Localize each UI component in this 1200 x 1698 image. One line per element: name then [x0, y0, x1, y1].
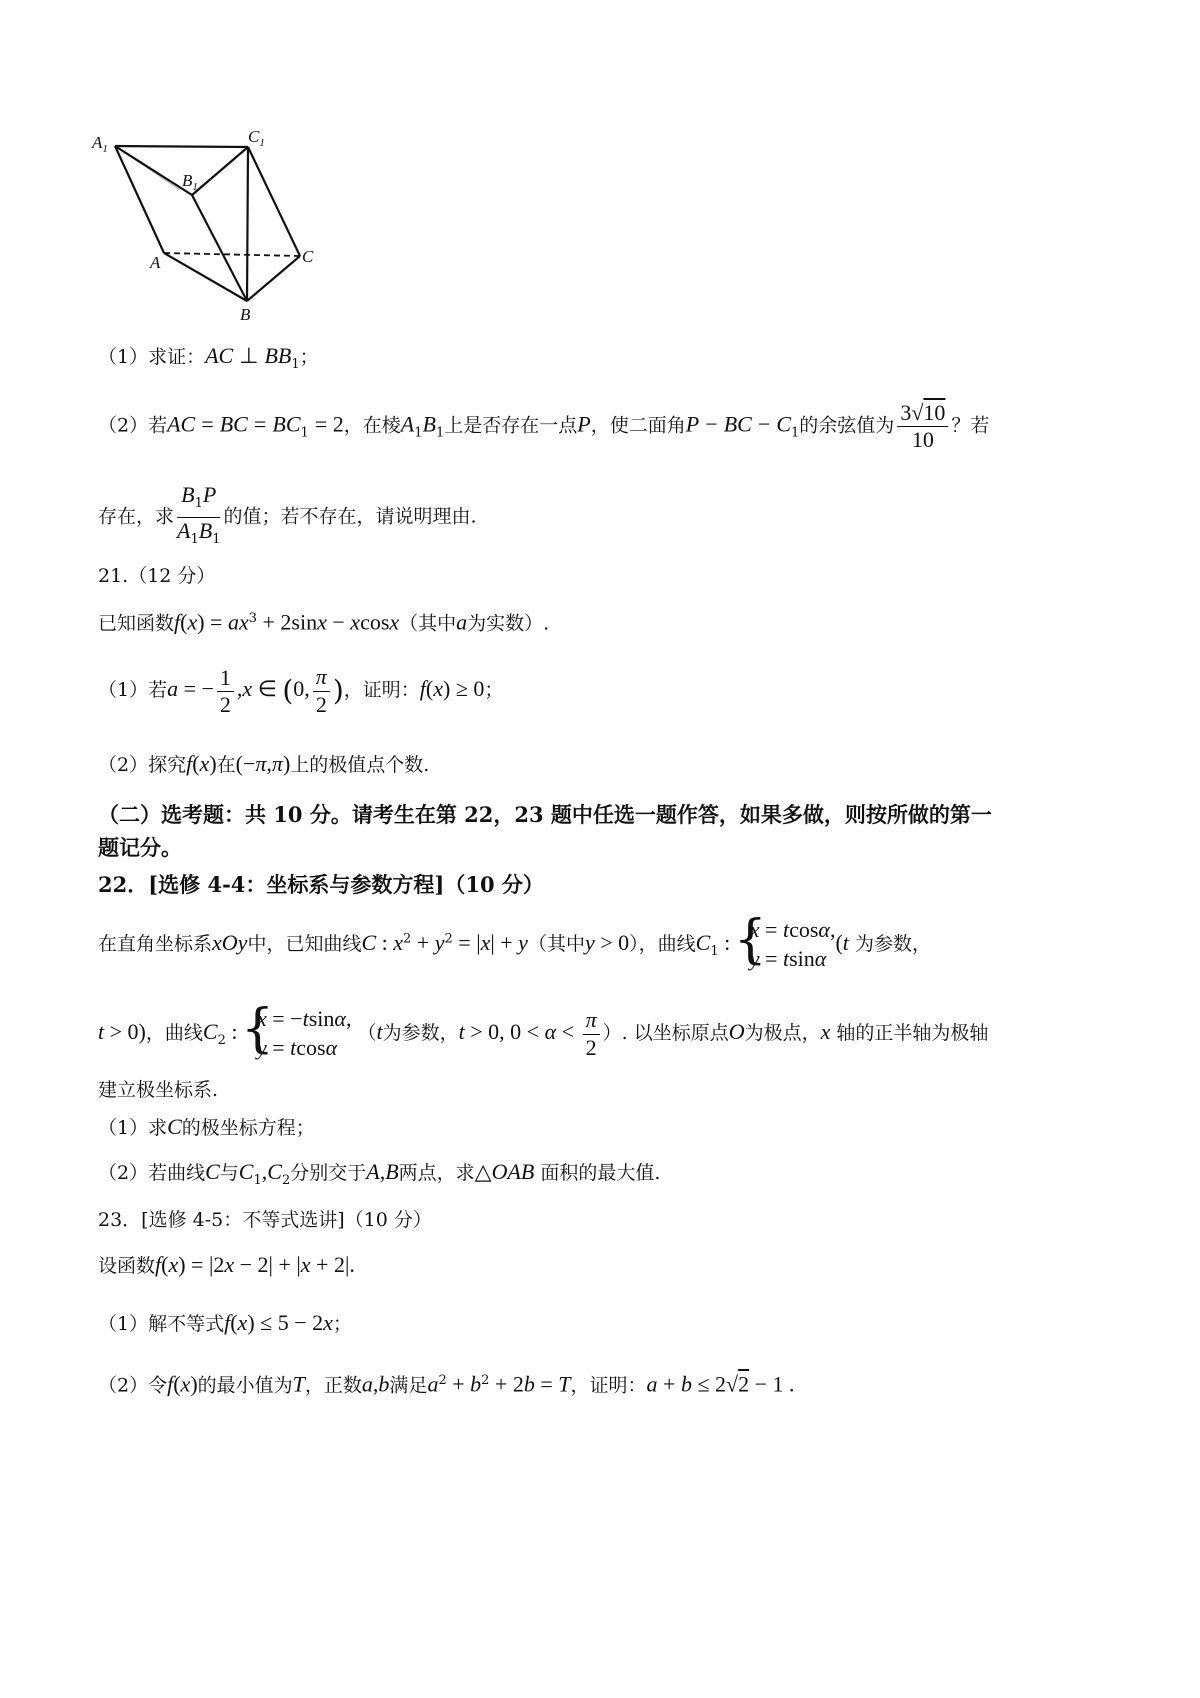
- q20-part1: （1）求证：AC ⊥ $BB_1$；: [98, 343, 319, 372]
- q22-stem-line3: 建立极坐标系.: [98, 1079, 219, 1101]
- label-b: B: [240, 305, 251, 324]
- q20-part2: （2）若AC = BC = $BC_1 = 2$，在棱$A_1B_1$上是否存在一点P，使二面角P − BC − $C_1$的余弦值为 $\frac{3√10}{10}$ ？若: [98, 400, 990, 452]
- q22-stem: 在直角坐标系xOy中，已知曲线C : $x^2 + y^2 = |x| + y$（其中y > 0），曲线$C_1$ : { x = tcosα, y = tsinα (t 为参数，: [98, 916, 931, 974]
- q23-stem: 设函数f(x) = |2x − 2| + |x + 2|.: [98, 1252, 355, 1277]
- q22-part2: （2）若曲线C与$C_1,C_2$分别交于A,B两点，求△OAB 面积的最大值.: [98, 1159, 661, 1188]
- q21-stem: 已知函数$f(x) = ax^3 + 2\sin x - xcosx$（其中a为实数）.: [98, 609, 550, 635]
- q22-header: 22．[选修 4-4：坐标系与参数方程]（10 分）: [98, 872, 544, 897]
- q21-header: 21.（12 分）: [98, 565, 216, 587]
- edge-b1c1: [192, 147, 248, 195]
- q21-part2: （2）探究f(x)在(−π,π)上的极值点个数.: [98, 751, 430, 776]
- q22-part1: （1）求C的极坐标方程；: [98, 1114, 315, 1139]
- edge-bc: [247, 256, 300, 301]
- prism-figure: [90, 128, 330, 328]
- edge-ac-hidden: [164, 253, 300, 256]
- q22-stem-line2: t > 0)，曲线$C_2$ : { x = −tsinα, y = tcosα （t为参数，t > 0, 0 < α < $\frac{\pi}{2}$ ）. 以坐标原点O为极点，x 轴的正半轴为极轴: [98, 1005, 988, 1063]
- label-c1: $C_1$: [248, 128, 265, 149]
- label-b1: $B_1$: [182, 171, 198, 193]
- q20-part2-line2: 存在，求 $\frac{B_1P}{A_1B_1}$ 的值；若不存在，请说明理由.: [98, 482, 477, 547]
- label-a: A: [150, 253, 161, 272]
- edge-a1c1: [115, 146, 248, 147]
- edge-c1b: [247, 147, 248, 301]
- section2-line1: （二）选考题：共 10 分。请考生在第 22，23 题中任选一题作答，如果多做，则按所做的第一: [98, 802, 992, 827]
- edge-c1c: [248, 147, 300, 256]
- q23-part2: （2）令f(x)的最小值为T，正数a,b满足$a^2 + b^2 + 2b = T$，证明：a + b ≤ 2√2 − 1 .: [98, 1371, 795, 1397]
- q21-part1: （1）若a = − $\frac{1}{2}$ ,x ∈ (0, $\frac{\pi}{2}$ )，证明：f(x) ≥ 0；: [98, 664, 504, 717]
- q23-part1: （1）解不等式f(x) ≤ 5 − 2x；: [98, 1310, 352, 1335]
- label-c: C: [302, 247, 314, 266]
- q23-header: 23．[选修 4-5：不等式选讲]（10 分）: [98, 1209, 432, 1231]
- section2-line2: 题记分。: [98, 835, 182, 860]
- label-a1: $A_1$: [92, 133, 108, 155]
